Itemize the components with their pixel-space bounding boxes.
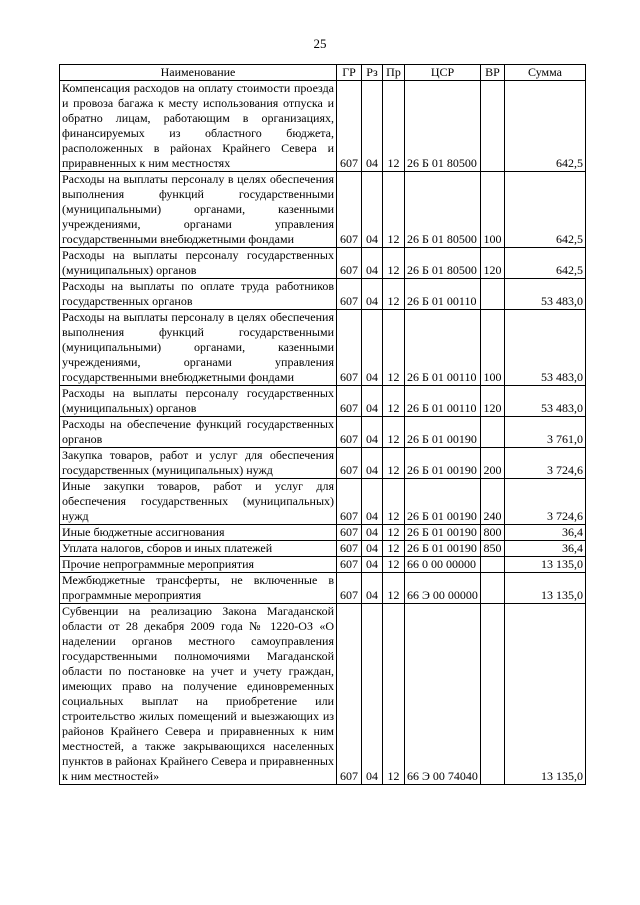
row-pr: 12: [383, 172, 405, 248]
row-pr: 12: [383, 541, 405, 557]
row-vr: 120: [481, 248, 505, 279]
row-rz: 04: [362, 557, 383, 573]
row-gr: 607: [337, 557, 362, 573]
row-pr: 12: [383, 479, 405, 525]
row-gr: 607: [337, 310, 362, 386]
row-name: Расходы на выплаты персоналу государственных (муниципальных) органов: [60, 386, 337, 417]
row-sum: 13 135,0: [505, 573, 586, 604]
column-header-rz: Рз: [362, 65, 383, 81]
row-gr: 607: [337, 604, 362, 785]
row-sum: 3 724,6: [505, 448, 586, 479]
row-sum: 642,5: [505, 248, 586, 279]
row-pr: 12: [383, 525, 405, 541]
row-vr: 800: [481, 525, 505, 541]
row-csr: 66 0 00 00000: [405, 557, 481, 573]
row-gr: 607: [337, 479, 362, 525]
row-vr: [481, 573, 505, 604]
table-header-row: [60, 65, 586, 81]
table-body: [60, 81, 586, 785]
row-name: Расходы на выплаты персоналу в целях обеспечения выполнения функций государственными (муниципальными) органами, казенными учреждениями, органами управления государственными внебюджетными фондами: [60, 172, 337, 248]
row-name: Прочие непрограммные мероприятия: [60, 557, 337, 573]
row-rz: 04: [362, 541, 383, 557]
row-sum: 13 135,0: [505, 557, 586, 573]
table-row: [60, 479, 586, 525]
column-header-name: Наименование: [60, 65, 337, 81]
row-gr: 607: [337, 386, 362, 417]
column-header-sum: Сумма: [505, 65, 586, 81]
row-gr: 607: [337, 417, 362, 448]
row-sum: 642,5: [505, 81, 586, 172]
row-rz: 04: [362, 573, 383, 604]
row-pr: 12: [383, 557, 405, 573]
table-row: [60, 557, 586, 573]
row-vr: [481, 81, 505, 172]
row-pr: 12: [383, 279, 405, 310]
row-name: Компенсация расходов на оплату стоимости проезда и провоза багажа к месту использования отпуска и обратно лицам, работающим в организациях, финансируемых из областного бюджета, расположенных в районах Крайнего Севера и приравненных к ним местностях: [60, 81, 337, 172]
row-csr: 26 Б 01 00110: [405, 279, 481, 310]
row-vr: [481, 557, 505, 573]
row-gr: 607: [337, 248, 362, 279]
row-csr: 26 Б 01 00190: [405, 417, 481, 448]
row-rz: 04: [362, 279, 383, 310]
table-row: [60, 248, 586, 279]
row-vr: 100: [481, 172, 505, 248]
table-row: [60, 541, 586, 557]
row-csr: 26 Б 01 00110: [405, 310, 481, 386]
row-csr: 26 Б 01 00190: [405, 479, 481, 525]
row-csr: 66 Э 00 74040: [405, 604, 481, 785]
row-rz: 04: [362, 248, 383, 279]
row-name: Расходы на обеспечение функций государственных органов: [60, 417, 337, 448]
row-csr: 26 Б 01 00190: [405, 541, 481, 557]
row-vr: [481, 604, 505, 785]
table-row: [60, 604, 586, 785]
page-number: 25: [313, 36, 327, 51]
table-row: [60, 279, 586, 310]
row-rz: 04: [362, 386, 383, 417]
row-pr: 12: [383, 417, 405, 448]
row-rz: 04: [362, 479, 383, 525]
row-name: Закупка товаров, работ и услуг для обеспечения государственных (муниципальных) нужд: [60, 448, 337, 479]
column-header-csr: ЦСР: [405, 65, 481, 81]
row-sum: 36,4: [505, 525, 586, 541]
row-sum: 53 483,0: [505, 310, 586, 386]
row-gr: 607: [337, 541, 362, 557]
row-sum: 53 483,0: [505, 279, 586, 310]
row-name: Расходы на выплаты по оплате труда работников государственных органов: [60, 279, 337, 310]
row-csr: 26 Б 01 80500: [405, 248, 481, 279]
row-name: Субвенции на реализацию Закона Магаданской области от 28 декабря 2009 года № 1220-ОЗ «О наделении органов местного самоуправления государственными полномочиями Магаданской области по постановке на учет и учету граждан, имеющих право на получение единовременных социальных выплат на приобретение или строительство жилых помещений и выезжающих из районов Крайнего Севера и приравненных к ним местностей, а также закрывающихся населенных пунктов в районах Крайнего Севера и приравненных к ним местностей»: [60, 604, 337, 785]
row-vr: 200: [481, 448, 505, 479]
row-rz: 04: [362, 417, 383, 448]
row-pr: 12: [383, 448, 405, 479]
row-pr: 12: [383, 386, 405, 417]
column-header-pr: Пр: [383, 65, 405, 81]
column-header-gr: ГР: [337, 65, 362, 81]
row-sum: 53 483,0: [505, 386, 586, 417]
row-gr: 607: [337, 448, 362, 479]
row-rz: 04: [362, 604, 383, 785]
row-rz: 04: [362, 310, 383, 386]
row-vr: 850: [481, 541, 505, 557]
row-name: Иные бюджетные ассигнования: [60, 525, 337, 541]
row-name: Межбюджетные трансферты, не включенные в программные мероприятия: [60, 573, 337, 604]
row-gr: 607: [337, 573, 362, 604]
row-pr: 12: [383, 310, 405, 386]
row-gr: 607: [337, 81, 362, 172]
row-csr: 26 Б 01 00190: [405, 525, 481, 541]
row-sum: 642,5: [505, 172, 586, 248]
row-csr: 66 Э 00 00000: [405, 573, 481, 604]
row-csr: 26 Б 01 80500: [405, 172, 481, 248]
row-gr: 607: [337, 279, 362, 310]
row-rz: 04: [362, 81, 383, 172]
row-vr: 240: [481, 479, 505, 525]
row-gr: 607: [337, 172, 362, 248]
row-gr: 607: [337, 525, 362, 541]
row-sum: 36,4: [505, 541, 586, 557]
column-header-vr: ВР: [481, 65, 505, 81]
row-vr: 100: [481, 310, 505, 386]
row-pr: 12: [383, 248, 405, 279]
row-sum: 3 724,6: [505, 479, 586, 525]
table-row: [60, 310, 586, 386]
row-csr: 26 Б 01 00110: [405, 386, 481, 417]
row-name: Расходы на выплаты персоналу в целях обеспечения выполнения функций государственными (муниципальными) органами, казенными учреждениями, органами управления государственными внебюджетными фондами: [60, 310, 337, 386]
table-row: [60, 448, 586, 479]
row-vr: [481, 279, 505, 310]
row-vr: 120: [481, 386, 505, 417]
row-name: Расходы на выплаты персоналу государственных (муниципальных) органов: [60, 248, 337, 279]
budget-table: [59, 64, 586, 785]
table-row: [60, 172, 586, 248]
row-sum: 13 135,0: [505, 604, 586, 785]
row-vr: [481, 417, 505, 448]
table-row: [60, 573, 586, 604]
row-pr: 12: [383, 573, 405, 604]
row-rz: 04: [362, 172, 383, 248]
row-csr: 26 Б 01 80500: [405, 81, 481, 172]
row-pr: 12: [383, 81, 405, 172]
table-row: [60, 386, 586, 417]
table-row: [60, 525, 586, 541]
table-row: [60, 417, 586, 448]
row-sum: 3 761,0: [505, 417, 586, 448]
table-row: [60, 81, 586, 172]
row-name: Уплата налогов, сборов и иных платежей: [60, 541, 337, 557]
row-csr: 26 Б 01 00190: [405, 448, 481, 479]
row-rz: 04: [362, 448, 383, 479]
row-name: Иные закупки товаров, работ и услуг для обеспечения государственных (муниципальных) нужд: [60, 479, 337, 525]
row-rz: 04: [362, 525, 383, 541]
row-pr: 12: [383, 604, 405, 785]
